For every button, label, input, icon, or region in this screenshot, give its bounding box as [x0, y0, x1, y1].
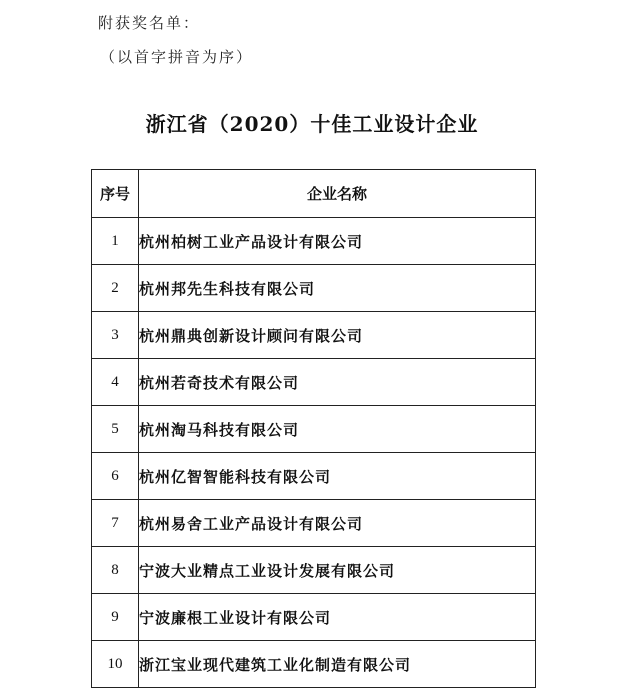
row-number: 4 — [92, 359, 139, 406]
attachment-label: 附获奖名单： — [98, 14, 201, 32]
company-name: 浙江宝业现代建筑工业化制造有限公司 — [139, 641, 536, 688]
company-name: 杭州柏树工业产品设计有限公司 — [139, 218, 536, 265]
company-name: 杭州淘马科技有限公司 — [139, 406, 536, 453]
table-row — [92, 359, 536, 406]
row-number: 9 — [92, 594, 139, 641]
table-row — [92, 500, 536, 547]
table-row — [92, 594, 536, 641]
row-number: 6 — [92, 453, 139, 500]
table-row — [92, 547, 536, 594]
row-number: 3 — [92, 312, 139, 359]
order-note: （以首字拼音为序） — [100, 48, 254, 66]
row-number: 5 — [92, 406, 139, 453]
header-number: 序号 — [92, 170, 139, 218]
table-row — [92, 218, 536, 265]
company-name: 杭州易舍工业产品设计有限公司 — [139, 500, 536, 547]
company-name: 杭州若奇技术有限公司 — [139, 359, 536, 406]
table-row — [92, 453, 536, 500]
company-name: 杭州邦先生科技有限公司 — [139, 265, 536, 312]
row-number: 1 — [92, 218, 139, 265]
table-row — [92, 312, 536, 359]
row-number: 8 — [92, 547, 139, 594]
table-header-row — [92, 170, 536, 218]
row-number: 2 — [92, 265, 139, 312]
table-row — [92, 641, 536, 688]
company-name: 杭州鼎典创新设计顾问有限公司 — [139, 312, 536, 359]
header-company: 企业名称 — [139, 170, 536, 218]
company-name: 宁波大业精点工业设计发展有限公司 — [139, 547, 536, 594]
company-name: 杭州亿智智能科技有限公司 — [139, 453, 536, 500]
table-row — [92, 406, 536, 453]
page-title: 浙江省（2020）十佳工业设计企业 — [145, 112, 479, 136]
company-name: 宁波廉根工业设计有限公司 — [139, 594, 536, 641]
table-row — [92, 265, 536, 312]
award-table — [91, 169, 536, 688]
row-number: 10 — [92, 641, 139, 688]
row-number: 7 — [92, 500, 139, 547]
